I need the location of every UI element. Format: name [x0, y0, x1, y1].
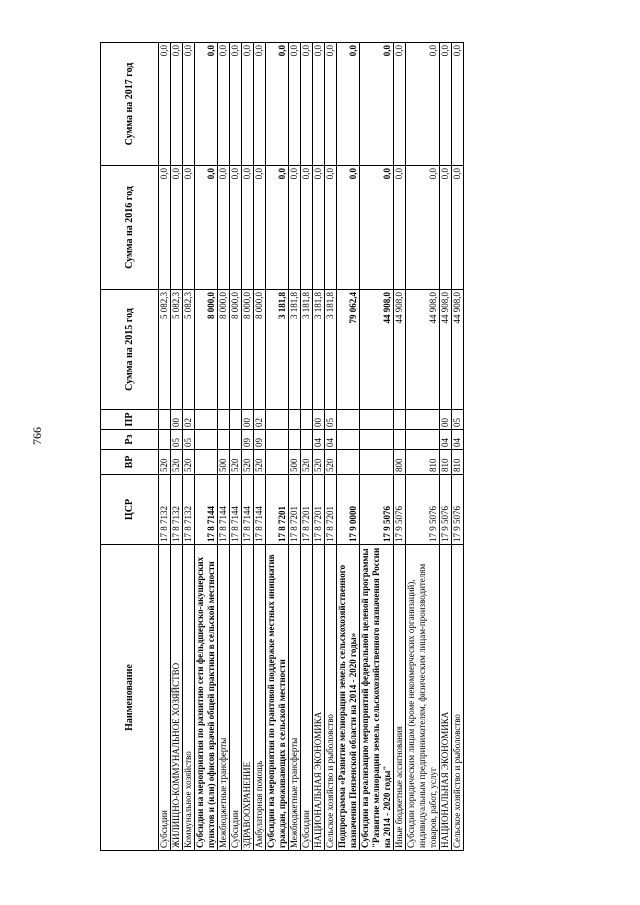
cell-vr: 520 — [183, 450, 195, 475]
cell-name: Субсидии — [230, 545, 242, 851]
cell-2015: 5 082,3 — [159, 290, 171, 410]
cell-name: Субсидии на мероприятия по грантовой поддержке местных инициатив граждан, проживающих в сельской местности — [266, 545, 289, 851]
cell-name: Субсидии — [159, 545, 171, 851]
cell-2017: 0,0 — [325, 43, 337, 166]
cell-vr: 520 — [254, 450, 266, 475]
cell-rz: 09 — [242, 430, 254, 450]
cell-2016: 0,0 — [337, 166, 360, 290]
cell-csr: 17 9 5076 — [394, 475, 406, 545]
cell-2015: 44 908,0 — [360, 290, 394, 410]
table-row — [159, 43, 171, 851]
cell-pr — [360, 410, 394, 430]
cell-rz: 05 — [183, 430, 195, 450]
cell-vr — [337, 450, 360, 475]
table-row — [301, 43, 313, 851]
cell-pr — [195, 410, 218, 430]
cell-pr — [230, 410, 242, 430]
header-name: Наименование — [101, 545, 159, 851]
cell-vr — [266, 450, 289, 475]
cell-csr: 17 8 7201 — [313, 475, 325, 545]
cell-csr: 17 8 7201 — [266, 475, 289, 545]
budget-table — [100, 42, 464, 851]
header-2016: Сумма на 2016 год — [101, 166, 159, 290]
cell-csr: 17 8 7144 — [195, 475, 218, 545]
cell-pr — [289, 410, 301, 430]
cell-name: Иные бюджетные ассигнования — [394, 545, 406, 851]
cell-2016: 0,0 — [159, 166, 171, 290]
cell-name: Сельское хозяйство и рыболовство — [325, 545, 337, 851]
cell-2017: 0,0 — [406, 43, 440, 166]
cell-2017: 0,0 — [394, 43, 406, 166]
cell-2016: 0,0 — [440, 166, 452, 290]
table-body — [159, 43, 464, 851]
table-row — [242, 43, 254, 851]
cell-2016: 0,0 — [289, 166, 301, 290]
cell-2015: 44 908,0 — [452, 290, 464, 410]
cell-csr: 17 8 7144 — [242, 475, 254, 545]
cell-2017: 0,0 — [183, 43, 195, 166]
cell-2015: 5 082,3 — [183, 290, 195, 410]
cell-pr: 05 — [452, 410, 464, 430]
cell-csr: 17 8 7201 — [289, 475, 301, 545]
cell-pr — [159, 410, 171, 430]
cell-2017: 0,0 — [337, 43, 360, 166]
table-row — [452, 43, 464, 851]
cell-pr — [406, 410, 440, 430]
cell-2015: 44 908,0 — [440, 290, 452, 410]
cell-vr: 500 — [289, 450, 301, 475]
cell-vr: 520 — [325, 450, 337, 475]
cell-2016: 0,0 — [406, 166, 440, 290]
table-row — [406, 43, 440, 851]
cell-csr: 17 8 7132 — [159, 475, 171, 545]
cell-vr — [195, 450, 218, 475]
table-row — [325, 43, 337, 851]
header-2015: Сумма на 2015 год — [101, 290, 159, 410]
cell-csr: 17 9 5076 — [452, 475, 464, 545]
cell-pr: 00 — [440, 410, 452, 430]
cell-2016: 0,0 — [195, 166, 218, 290]
cell-pr: 05 — [325, 410, 337, 430]
table-row — [195, 43, 218, 851]
header-pr: ПР — [101, 410, 159, 430]
cell-name: Субсидии на реализацию мероприятий федеральной целевой программы "Развитие мелиорации земель сельскохозяйственного назначения России на 2014 - 2020 годы" — [360, 545, 394, 851]
cell-csr: 17 8 7144 — [230, 475, 242, 545]
cell-pr: 02 — [254, 410, 266, 430]
cell-pr — [218, 410, 230, 430]
cell-2017: 0,0 — [171, 43, 183, 166]
table-row — [360, 43, 394, 851]
cell-vr: 810 — [406, 450, 440, 475]
table-row — [440, 43, 452, 851]
cell-2017: 0,0 — [254, 43, 266, 166]
cell-pr — [301, 410, 313, 430]
table-row — [183, 43, 195, 851]
cell-name: Субсидии — [301, 545, 313, 851]
header-vr: ВР — [101, 450, 159, 475]
cell-name: Амбулаторная помощь — [254, 545, 266, 851]
table-row — [230, 43, 242, 851]
cell-2017: 0,0 — [230, 43, 242, 166]
cell-name: Сельское хозяйство и рыболовство — [452, 545, 464, 851]
cell-2016: 0,0 — [313, 166, 325, 290]
cell-csr: 17 9 5076 — [440, 475, 452, 545]
cell-2015: 3 181,8 — [301, 290, 313, 410]
table-header-row — [101, 43, 159, 851]
cell-2016: 0,0 — [218, 166, 230, 290]
cell-rz: 04 — [325, 430, 337, 450]
cell-csr: 17 8 7144 — [254, 475, 266, 545]
cell-2017: 0,0 — [218, 43, 230, 166]
cell-pr: 00 — [171, 410, 183, 430]
cell-csr: 17 9 0000 — [337, 475, 360, 545]
cell-name: Подпрограмма «Развитие мелиорации земель сельскохозяйственного назначения Пензенской области на 2014 - 2020 годы» — [337, 545, 360, 851]
cell-2015: 8 000,0 — [254, 290, 266, 410]
cell-rz — [159, 430, 171, 450]
cell-2015: 8 000,0 — [218, 290, 230, 410]
cell-2017: 0,0 — [289, 43, 301, 166]
cell-2017: 0,0 — [266, 43, 289, 166]
table-row — [218, 43, 230, 851]
cell-2016: 0,0 — [254, 166, 266, 290]
cell-2016: 0,0 — [230, 166, 242, 290]
cell-2015: 8 000,0 — [195, 290, 218, 410]
cell-vr: 520 — [313, 450, 325, 475]
cell-name: Субсидии юридическим лицам (кроме некоммерческих организаций), индивидуальным предпринимателям, физическим лицам-производителям товаров, работ, услуг — [406, 545, 440, 851]
cell-vr: 520 — [159, 450, 171, 475]
cell-rz — [337, 430, 360, 450]
cell-name: ЗДРАВООХРАНЕНИЕ — [242, 545, 254, 851]
cell-2015: 79 062,4 — [337, 290, 360, 410]
cell-2015: 8 000,0 — [242, 290, 254, 410]
cell-2015: 5 082,3 — [171, 290, 183, 410]
cell-2016: 0,0 — [360, 166, 394, 290]
cell-2016: 0,0 — [325, 166, 337, 290]
cell-2017: 0,0 — [452, 43, 464, 166]
cell-2015: 44 908,0 — [406, 290, 440, 410]
cell-2016: 0,0 — [301, 166, 313, 290]
table-row — [394, 43, 406, 851]
cell-csr: 17 9 5076 — [406, 475, 440, 545]
cell-vr: 800 — [394, 450, 406, 475]
cell-csr: 17 8 7132 — [183, 475, 195, 545]
cell-rz — [301, 430, 313, 450]
cell-name: Коммунальное хозяйство — [183, 545, 195, 851]
cell-name: НАЦИОНАЛЬНАЯ ЭКОНОМИКА — [313, 545, 325, 851]
cell-rz — [266, 430, 289, 450]
cell-rz — [195, 430, 218, 450]
cell-name: НАЦИОНАЛЬНАЯ ЭКОНОМИКА — [440, 545, 452, 851]
cell-2016: 0,0 — [266, 166, 289, 290]
cell-rz — [360, 430, 394, 450]
header-csr: ЦСР — [101, 475, 159, 545]
cell-2016: 0,0 — [242, 166, 254, 290]
cell-vr: 520 — [230, 450, 242, 475]
cell-csr: 17 9 5076 — [360, 475, 394, 545]
cell-rz — [289, 430, 301, 450]
page-number: 766 — [30, 427, 44, 445]
cell-2017: 0,0 — [360, 43, 394, 166]
cell-name: ЖИЛИЩНО-КОММУНАЛЬНОЕ ХОЗЯЙСТВО — [171, 545, 183, 851]
cell-rz — [218, 430, 230, 450]
cell-rz: 04 — [452, 430, 464, 450]
cell-csr: 17 8 7132 — [171, 475, 183, 545]
cell-name: Субсидии на мероприятия по развитию сети фельдшерско-акушерских пунктов и (или) офисов врачей общей практики в сельской местности — [195, 545, 218, 851]
header-rz: Рз — [101, 430, 159, 450]
table-row — [171, 43, 183, 851]
cell-2017: 0,0 — [301, 43, 313, 166]
cell-pr: 02 — [183, 410, 195, 430]
cell-vr: 520 — [242, 450, 254, 475]
table-row — [266, 43, 289, 851]
cell-2017: 0,0 — [440, 43, 452, 166]
table-row — [337, 43, 360, 851]
cell-pr — [266, 410, 289, 430]
cell-vr: 810 — [440, 450, 452, 475]
cell-rz: 04 — [313, 430, 325, 450]
budget-table-container — [100, 43, 554, 851]
cell-2015: 3 181,8 — [325, 290, 337, 410]
cell-vr — [360, 450, 394, 475]
cell-2017: 0,0 — [159, 43, 171, 166]
cell-rz — [230, 430, 242, 450]
cell-csr: 17 8 7201 — [301, 475, 313, 545]
cell-rz — [406, 430, 440, 450]
cell-rz: 09 — [254, 430, 266, 450]
cell-csr: 17 8 7144 — [218, 475, 230, 545]
cell-2015: 3 181,8 — [313, 290, 325, 410]
cell-name: Межбюджетные трансферты — [289, 545, 301, 851]
cell-rz: 05 — [171, 430, 183, 450]
cell-vr: 520 — [171, 450, 183, 475]
cell-2016: 0,0 — [183, 166, 195, 290]
cell-2015: 8 000,0 — [230, 290, 242, 410]
cell-2017: 0,0 — [313, 43, 325, 166]
cell-2016: 0,0 — [394, 166, 406, 290]
cell-name: Межбюджетные трансферты — [218, 545, 230, 851]
cell-rz — [394, 430, 406, 450]
cell-pr: 00 — [313, 410, 325, 430]
cell-2015: 44 908,0 — [394, 290, 406, 410]
cell-pr — [337, 410, 360, 430]
cell-vr: 500 — [218, 450, 230, 475]
cell-rz: 04 — [440, 430, 452, 450]
cell-2016: 0,0 — [452, 166, 464, 290]
header-2017: Сумма на 2017 год — [101, 43, 159, 166]
cell-2017: 0,0 — [242, 43, 254, 166]
table-row — [254, 43, 266, 851]
cell-2016: 0,0 — [171, 166, 183, 290]
cell-2015: 3 181,8 — [266, 290, 289, 410]
cell-2015: 3 181,8 — [289, 290, 301, 410]
cell-2017: 0,0 — [195, 43, 218, 166]
table-row — [313, 43, 325, 851]
table-row — [289, 43, 301, 851]
cell-csr: 17 8 7201 — [325, 475, 337, 545]
cell-vr: 520 — [301, 450, 313, 475]
cell-vr: 810 — [452, 450, 464, 475]
cell-pr: 00 — [242, 410, 254, 430]
cell-pr — [394, 410, 406, 430]
